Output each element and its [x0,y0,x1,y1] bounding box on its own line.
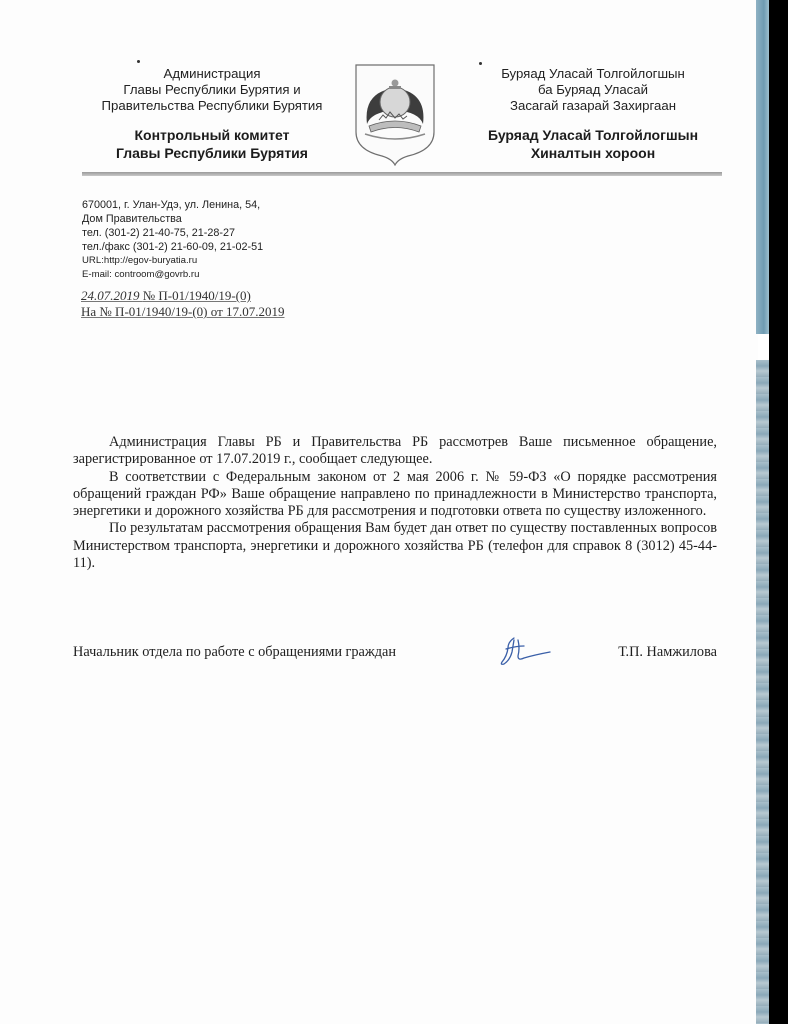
header-divider [82,172,722,176]
emblem-sun [380,87,410,117]
handwritten-signature [494,634,554,668]
coat-of-arms-emblem [353,62,437,166]
signature-block [73,644,717,664]
outgoing-date: 24.07.2019 [81,288,140,303]
incoming-reference: На № П-01/1940/19-(0) от 17.07.2019 [81,304,285,319]
header-line: Администрация [163,66,261,81]
mark-dot [479,62,482,65]
body-paragraph: По результатам рассмотрения обращения Вам будет дан ответ по существу поставленных вопросов Министерством транспорта, энергетики и дорожного хозяйства РБ (телефон для справок 8 (3012) 45-44-11). [73,520,717,572]
letter-body [73,434,717,572]
committee-title-buryat: Буряад Уласай Толгойлогшын [487,127,699,143]
emblem-top [392,80,399,87]
address-line: Дом Правительства [82,213,182,225]
address-block [82,198,263,282]
scan-border [769,0,788,1024]
fax-line: тел./факс (301-2) 21-60-09, 21-02-51 [82,241,264,253]
phone-line: тел. (301-2) 21-40-75, 21-28-27 [82,227,236,239]
outgoing-reference [81,288,285,304]
scan-edge-strip [756,360,769,1024]
url-line: URL:http://egov-buryatia.ru [82,255,198,266]
header-line: Главы Республики Бурятия и [123,82,301,97]
committee-title: Главы Республики Бурятия [116,145,308,161]
email-line: E-mail: controom@govrb.ru [82,269,200,280]
header-right-buryat [458,66,728,162]
reference-block [81,288,285,320]
header-left-russian [82,66,342,162]
committee-title-buryat: Хиналтын хороон [530,145,656,161]
header-line: Засагай газарай Захиргаан [510,98,676,113]
scan-edge-strip [756,0,769,334]
signer-name: Т.П. Намжилова [618,644,717,660]
signer-position: Начальник отдела по работе с обращениями граждан [73,644,397,660]
body-paragraph: В соответствии с Федеральным законом от 2 мая 2006 г. № 59-ФЗ «О порядке рассмотрения обращений граждан РФ» Ваше обращение направлено по принадлежности в Министерство транспорта, энергетики и дорожного хозяйства РБ для рассмотрения и подготовки ответа по существу изложенного. [73,468,717,520]
header-line: Правительства Республики Бурятия [101,98,323,113]
body-paragraph: Администрация Главы РБ и Правительства РБ рассмотрев Ваше письменное обращение, зарегистрированное от 17.07.2019 г., сообщает следующее. [73,434,717,468]
mark-dot [137,60,140,63]
outgoing-number: № П-01/1940/19-(0) [142,288,251,303]
header-line: ба Буряад Уласай [538,82,648,97]
committee-title: Контрольный комитет [134,127,290,143]
header-line: Буряад Уласай Толгойлогшын [501,66,685,81]
address-line: 670001, г. Улан-Удэ, ул. Ленина, 54, [82,199,261,211]
